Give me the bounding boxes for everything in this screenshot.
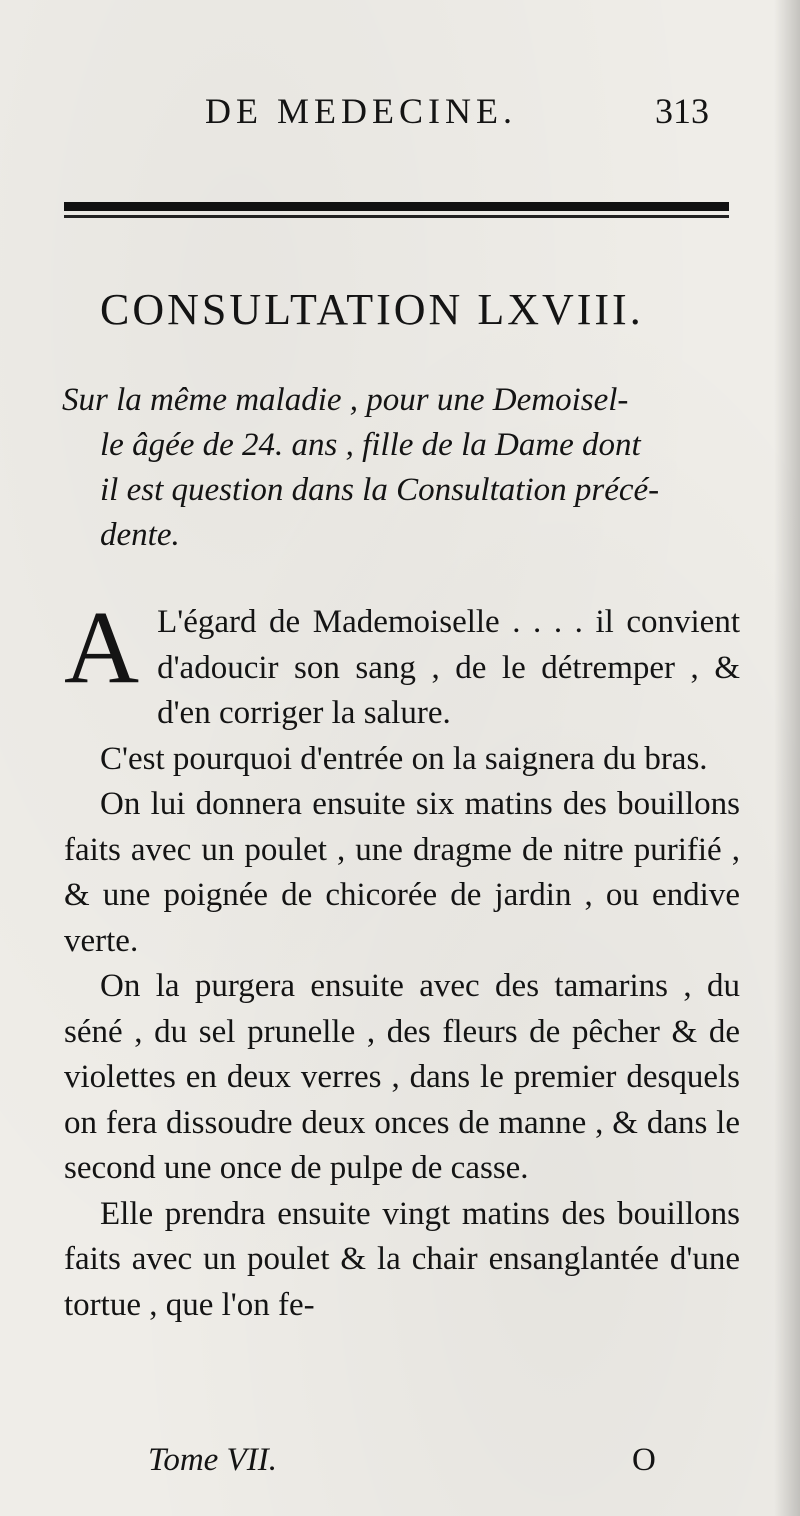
subtitle-line: Sur la même maladie , pour une Demoisel-: [62, 382, 629, 418]
page-number: 313: [655, 91, 709, 131]
drop-cap: A: [64, 590, 140, 705]
page-edge-shadow: [774, 0, 800, 1516]
subtitle-line: dente.: [100, 517, 180, 553]
paragraph: C'est pourquoi d'entrée on la saignera du bras.: [100, 740, 708, 777]
volume-label: Tome VII.: [148, 1442, 277, 1478]
page-header: [0, 90, 800, 140]
paragraph: Elle prendra ensuite vingt matins des bouillons faits avec un poulet & la chair ensanglantée d'une tortue , que l'on fe-: [64, 1195, 740, 1323]
paragraph: On lui donnera ensuite six matins des bouillons faits avec un poulet , une dragme de nitre purifié , & une poignée de chicorée de jardin , ou endive verte.: [64, 786, 740, 959]
page-footer: [0, 1442, 800, 1486]
body-text: [64, 590, 740, 1328]
subtitle-line: il est question dans la Consultation précé-: [100, 472, 660, 508]
consultation-heading: CONSULTATION LXVIII.: [100, 285, 644, 334]
header-rule-thick: [64, 202, 729, 211]
running-title: DE MEDECINE.: [205, 91, 517, 131]
header-rule: [64, 202, 729, 218]
paragraph: On la purgera ensuite avec des tamarins , du séné , du sel prunelle , des fleurs de pêcher & de violettes en deux verres , dans le premier desquels on fera dissoudre deux onces de manne , & dans le second une once de pulpe de casse.: [64, 968, 740, 1186]
subtitle-line: le âgée de 24. ans , fille de la Dame dont: [100, 427, 641, 463]
paragraph-first: [64, 590, 740, 737]
signature-mark: O: [632, 1442, 656, 1478]
paragraph-text: L'égard de Mademoiselle . . . . il convient d'adoucir son sang , de le détremper , & d'en corriger la salure.: [157, 604, 740, 731]
header-rule-thin: [64, 215, 729, 218]
consultation-subtitle: [62, 378, 742, 558]
